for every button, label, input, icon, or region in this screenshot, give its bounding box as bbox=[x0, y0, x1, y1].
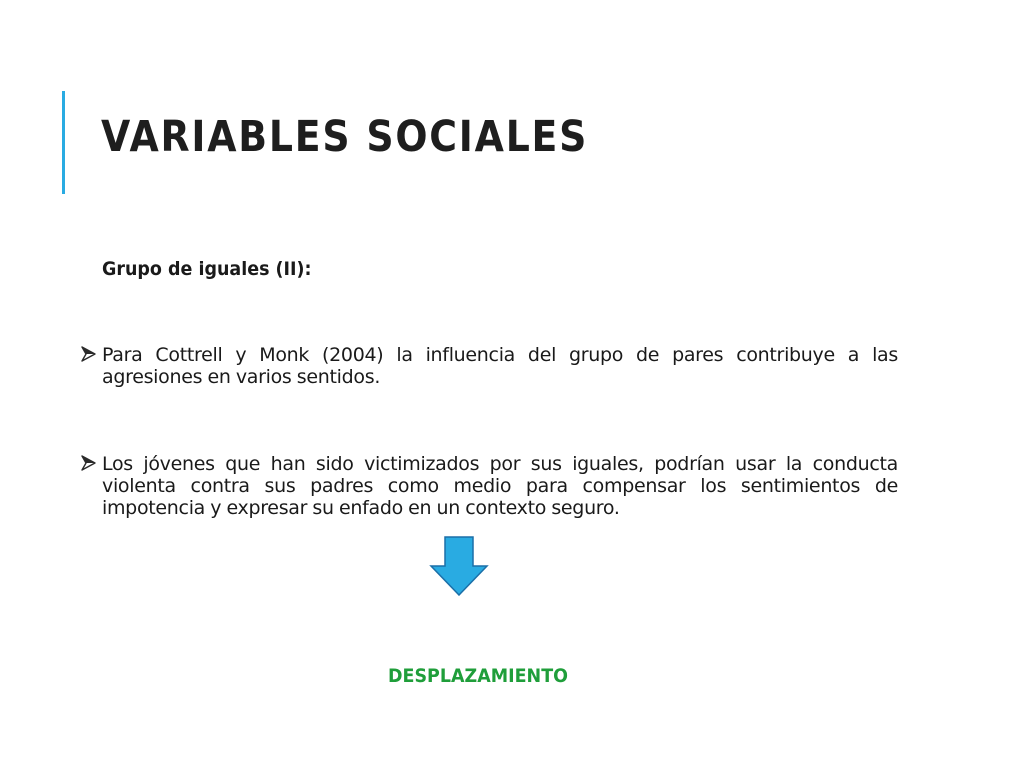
slide-title: VARIABLES SOCIALES bbox=[101, 112, 589, 162]
title-accent-bar bbox=[62, 91, 65, 194]
arrowhead-bullet-icon bbox=[80, 344, 102, 366]
conclusion-label: DESPLAZAMIENTO bbox=[388, 665, 568, 687]
bullet-item bbox=[80, 344, 898, 388]
down-arrow-icon bbox=[429, 536, 489, 596]
slide-subtitle: Grupo de iguales (II): bbox=[102, 258, 312, 280]
bullet-item bbox=[80, 453, 898, 519]
arrowhead-bullet-icon bbox=[80, 453, 102, 475]
bullet-text: Los jóvenes que han sido victimizados por sus iguales, podrían usar la conducta violenta contra sus padres como medio para compensar los sentimientos de impotencia y expresar su enfado en un contexto seguro. bbox=[102, 453, 898, 519]
bullet-text: Para Cottrell y Monk (2004) la influencia del grupo de pares contribuye a las agresiones en varios sentidos. bbox=[102, 344, 898, 388]
